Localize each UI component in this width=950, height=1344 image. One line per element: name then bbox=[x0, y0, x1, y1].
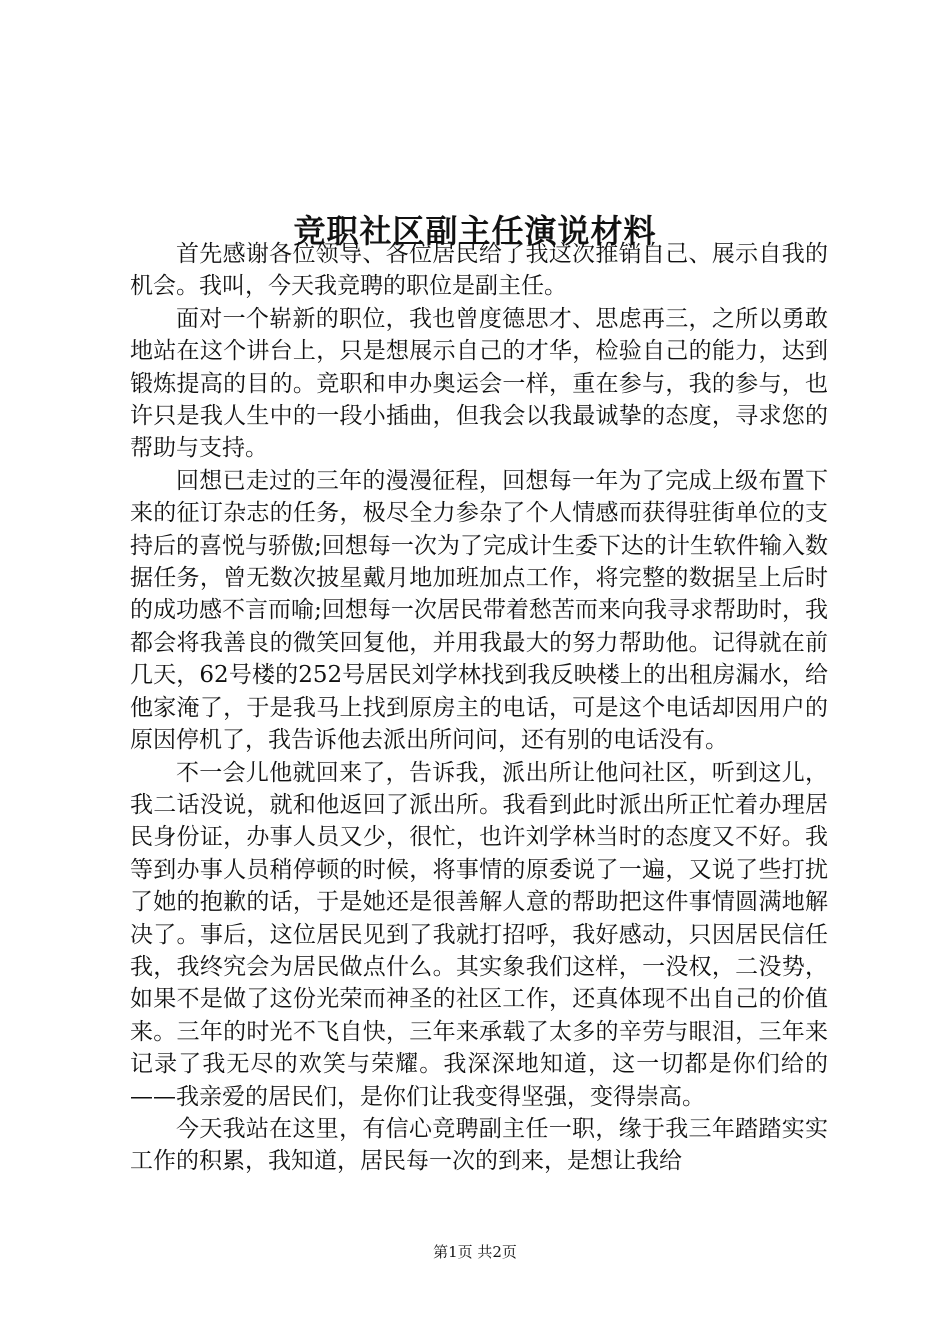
document-body bbox=[130, 238, 828, 1178]
page-number-footer: 第1页 共2页 bbox=[433, 1243, 517, 1261]
paragraph-2: 面对一个崭新的职位，我也曾度德思才、思虑再三，之所以勇敢地站在这个讲台上，只是想展示自己的才华，检验自己的能力，达到锻炼提高的目的。竞职和申办奥运会一样，重在参与，我的参与，也许只是我人生中的一段小插曲，但我会以我最诚挚的态度，寻求您的帮助与支持。 bbox=[130, 305, 828, 462]
paragraph-3: 回想已走过的三年的漫漫征程，回想每一年为了完成上级布置下来的征订杂志的任务，极尽全力参杂了个人情感而获得驻街单位的支持后的喜悦与骄傲;回想每一次为了完成计生委下达的计生软件输入数据任务，曾无数次披星戴月地加班加点工作，将完整的数据呈上后时的成功感不言而喻;回想每一次居民带着愁苦而来向我寻求帮助时，我都会将我善良的微笑回复他，并用我最大的努力帮助他。记得就在前几天，62号楼的252号居民刘学林找到我反映楼上的出租房漏水，给他家淹了，于是我马上找到原房主的电话，可是这个电话却因用户的原因停机了，我告诉他去派出所问问，还有别的电话没有。 bbox=[130, 467, 828, 754]
paragraph-4: 不一会儿他就回来了，告诉我，派出所让他问社区，听到这儿，我二话没说，就和他返回了派出所。我看到此时派出所正忙着办理居民身份证，办事人员又少，很忙，也许刘学林当时的态度又不好。我等到办事人员稍停顿的时候，将事情的原委说了一遍，又说了些打扰了她的抱歉的话，于是她还是很善解人意的帮助把这件事情圆满地解决了。事后，这位居民见到了我就打招呼，我好感动，只因居民信任我，我终究会为居民做点什么。其实象我们这样，一没权，二没势，如果不是做了这份光荣而神圣的社区工作，还真体现不出自己的价值来。三年的时光不飞自快，三年来承载了太多的辛劳与眼泪，三年来记录了我无尽的欢笑与荣耀。我深深地知道，这一切都是你们给的——我亲爱的居民们，是你们让我变得坚强，变得崇高。 bbox=[130, 759, 828, 1110]
paragraph-1: 首先感谢各位领导、各位居民给了我这次推销自己、展示自我的机会。我叫，今天我竞聘的职位是副主任。 bbox=[130, 241, 828, 300]
paragraph-5: 今天我站在这里，有信心竞聘副主任一职，缘于我三年踏踏实实工作的积累，我知道，居民每一次的到来，是想让我给 bbox=[130, 1115, 828, 1175]
document-title: 竞职社区副主任演说材料 bbox=[293, 212, 657, 251]
